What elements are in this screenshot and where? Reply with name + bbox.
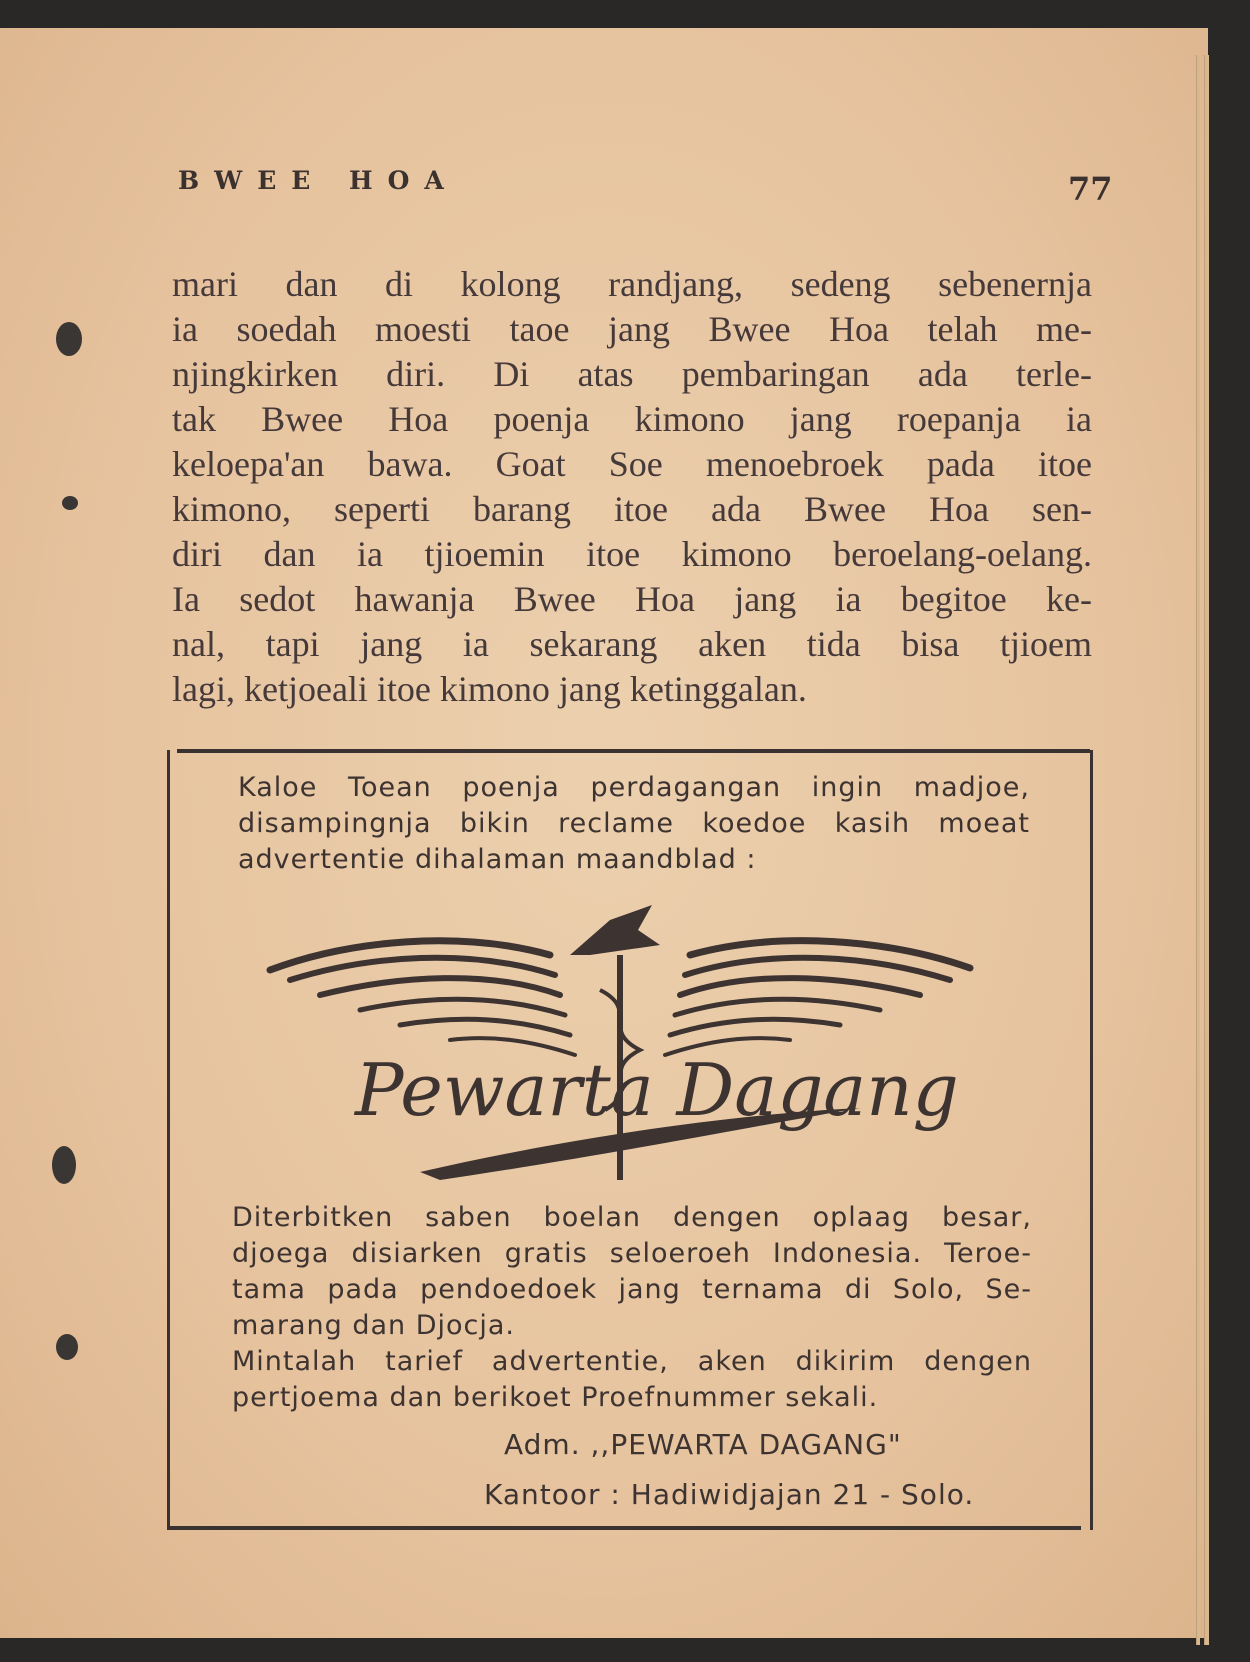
ad-body-line: pertjoema dan berikoet Proefnummer sekali.	[232, 1382, 879, 1413]
text-line: lagi, ketjoeali itoe kimono jang ketinggalan.	[172, 669, 807, 709]
ad-intro-line: advertentie dihalaman maandblad :	[238, 844, 757, 875]
text-line: ia soedah moesti taoe jang Bwee Hoa telah me-	[172, 309, 1092, 349]
binding-hole	[52, 1146, 76, 1184]
text-line: Ia sedot hawanja Bwee Hoa jang ia begitoe ke-	[172, 579, 1092, 619]
ad-body-line: marang dan Djocja.	[232, 1310, 515, 1341]
ad-body-line: Diterbitken saben boelan dengen oplaag besar,	[232, 1202, 1032, 1233]
text-line: kimono, seperti barang itoe ada Bwee Hoa sen-	[172, 489, 1092, 529]
pewarta-dagang-emblem	[260, 900, 980, 1190]
page-edge	[1196, 55, 1200, 1645]
ad-body-line: djoega disiarken gratis seloeroeh Indonesia. Teroe-	[232, 1238, 1032, 1269]
logo-script: Pewarta Dagang	[355, 1048, 959, 1132]
ad-bottom-rule	[168, 1526, 1081, 1530]
text-line: nal, tapi jang ia sekarang aken tida bisa tjioem	[172, 624, 1092, 664]
ad-body-line: tama pada pendoedoek jang ternama di Solo, Se-	[232, 1274, 1032, 1305]
text-line: mari dan di kolong randjang, sedeng sebenernja	[172, 264, 1092, 304]
left-wing-icon	[270, 941, 575, 1055]
binding-hole	[56, 322, 82, 356]
ad-administration: Adm. ,,PEWARTA DAGANG"	[504, 1428, 902, 1461]
text-line: njingkirken diri. Di atas pembaringan ada terle-	[172, 354, 1092, 394]
binding-hole	[62, 496, 78, 510]
ad-intro	[238, 770, 1030, 878]
body-paragraph	[172, 262, 1092, 712]
ad-body	[232, 1200, 1032, 1416]
ad-intro-line: disampingnja bikin reclame koedoe kasih moeat	[238, 808, 1030, 839]
helmet-icon	[570, 905, 660, 955]
ad-office-address: Kantoor : Hadiwidjajan 21 - Solo.	[484, 1478, 975, 1511]
binding-hole	[56, 1334, 78, 1360]
text-line: keloepa'an bawa. Goat Soe menoebroek pada itoe	[172, 444, 1092, 484]
right-wing-icon	[665, 941, 970, 1055]
advertisement-box	[167, 750, 1093, 1530]
page-edge	[1204, 55, 1209, 1645]
ad-intro-line: Kaloe Toean poenja perdagangan ingin madjoe,	[238, 772, 1030, 803]
running-title: BWEE HOA	[178, 166, 459, 195]
page-number: 77	[1068, 170, 1113, 208]
text-line: tak Bwee Hoa poenja kimono jang roepanja ia	[172, 399, 1092, 439]
text-line: diri dan ia tjioemin itoe kimono beroelang-oelang.	[172, 534, 1092, 574]
ad-body-line: Mintalah tarief advertentie, aken dikirim dengen	[232, 1346, 1032, 1377]
